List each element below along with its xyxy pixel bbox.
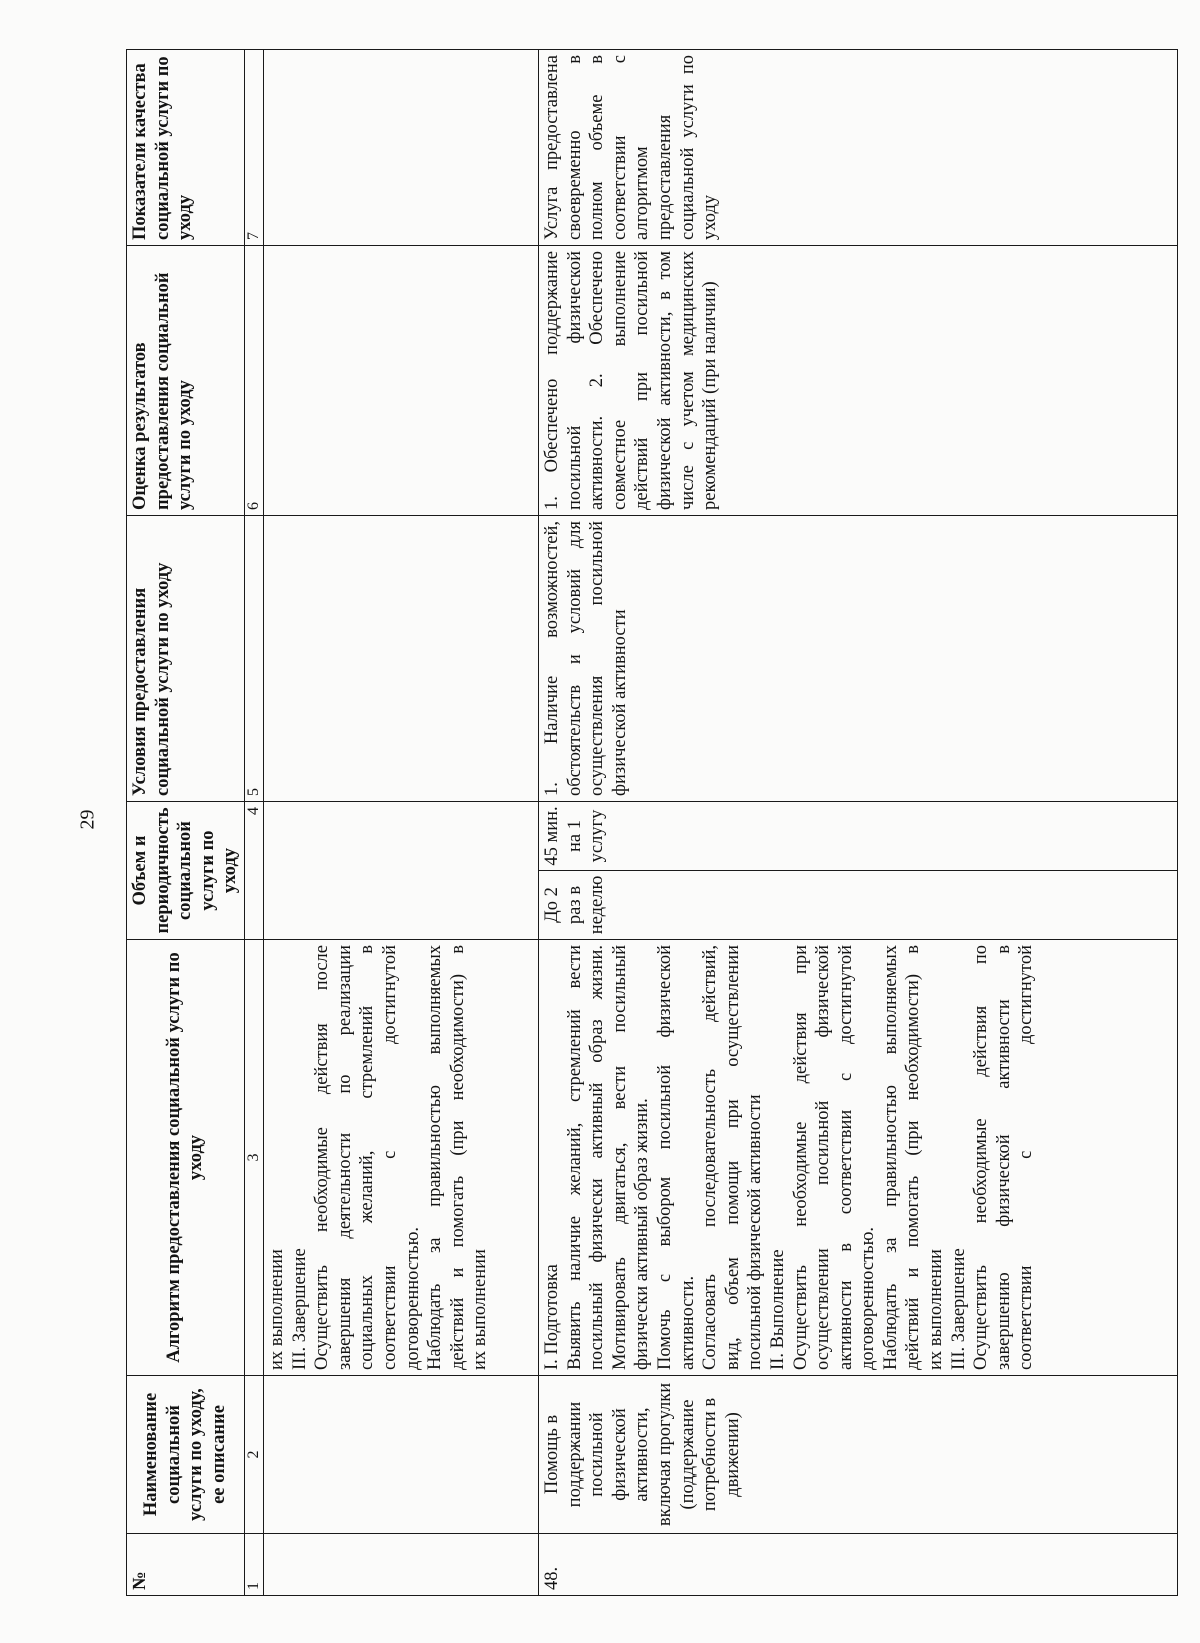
header-volume: Объем и периодичность социальной услуги по уходу [127, 802, 245, 940]
algorithm-line: завершения деятельности по реализации [334, 945, 355, 1370]
algorithm-cell [263, 940, 538, 1376]
algorithm-line: действий и помогать (при необходимости) в [447, 945, 468, 1370]
header-quality: Показатели качества социальной услуги по уходу [127, 50, 245, 246]
algorithm-line: Согласовать последовательность действий, [700, 945, 721, 1370]
page-number: 29 [76, 809, 99, 830]
services-table [126, 49, 1178, 1596]
algorithm-line: Осуществить необходимые действия после [312, 945, 333, 1370]
algorithm-line: физически активный образ жизни. [632, 1098, 653, 1370]
column-number: 6 [244, 246, 263, 516]
header-num: № [127, 1534, 245, 1596]
column-number: 2 [244, 1376, 263, 1534]
column-number: 1 [244, 1534, 263, 1596]
algorithm-line: Помочь с выбором посильной физической [654, 945, 675, 1370]
algorithm-line: их выполнении [470, 1249, 491, 1370]
service-name [263, 1376, 538, 1534]
conditions-cell: 1. Наличие возможностей, обстоятельств и условий для осуществления посильной физической активности [538, 516, 1177, 802]
algorithm-line: Наблюдать за правильностью выполняемых [880, 945, 901, 1370]
service-name: Помощь в поддержании посильной физической активности, включая прогулки (поддержание потребности в движении) [538, 1376, 1177, 1534]
algorithm-line: вид, объем помощи при осуществлении [722, 945, 743, 1370]
volume-cell [538, 802, 1177, 940]
algorithm-cell [538, 940, 1177, 1376]
evaluation-cell [263, 246, 538, 516]
table-row [538, 50, 1177, 1596]
algorithm-line: Мотивировать двигаться, вести посильный [609, 945, 630, 1370]
row-num [263, 1534, 538, 1596]
header-row [127, 50, 245, 1596]
column-number: 7 [244, 50, 263, 246]
column-number-row [244, 50, 263, 1596]
column-number: 3 [244, 940, 263, 1376]
algorithm-line: активности в соответствии с достигнутой [835, 945, 856, 1370]
volume-cell [263, 802, 538, 940]
rotated-page [126, 50, 1056, 1596]
algorithm-line: III. Завершение [289, 1248, 310, 1370]
algorithm-line: соответствии с достигнутой [379, 945, 400, 1370]
algorithm-line: осуществлении посильной физической [813, 945, 834, 1370]
header-conditions: Условия предоставления социальной услуги по уходу [127, 516, 245, 802]
algorithm-line: посильный физически активный образ жизни. [587, 945, 608, 1370]
header-algorithm: Алгоритм предоставления социальной услуги по уходу [127, 940, 245, 1376]
quality-cell: Услуга предоставлена своевременно в полном объеме в соответствии с алгоритмом предоставления социальной услуги по уходу [538, 50, 1177, 246]
algorithm-line: I. Подготовка [541, 1264, 562, 1370]
algorithm-line: их выполнении [266, 1249, 287, 1370]
algorithm-line: Выявить наличие желаний, стремлений вести [564, 945, 585, 1370]
algorithm-line: Наблюдать за правильностью выполняемых [425, 945, 446, 1370]
algorithm-line: Осуществить необходимые действия при [790, 945, 811, 1370]
algorithm-line: договоренностью. [858, 1226, 879, 1370]
algorithm-line: посильной физической активности [745, 1094, 766, 1370]
header-name: Наименование социальной услуги по уходу, ее описание [127, 1376, 245, 1534]
table-row [263, 50, 538, 1596]
algorithm-line: II. Выполнение [767, 1249, 788, 1370]
algorithm-line: завершению физической активности в [993, 945, 1014, 1370]
duration: 45 мин. на 1 услугу [541, 806, 608, 866]
algorithm-line: соответствии с достигнутой [1016, 945, 1037, 1370]
algorithm-line: действий и помогать (при необходимости) в [903, 945, 924, 1370]
header-evaluation: Оценка результатов предоставления социальной услуги по уходу [127, 246, 245, 516]
column-number: 4 [244, 802, 263, 940]
quality-cell [263, 50, 538, 246]
algorithm-line: III. Завершение [948, 1248, 969, 1370]
algorithm-line: активности. [677, 1275, 698, 1370]
conditions-cell [263, 516, 538, 802]
frequency: До 2 раз в неделю [539, 870, 1177, 939]
algorithm-line: договоренностью. [402, 1226, 423, 1370]
algorithm-line: их выполнении [926, 1249, 947, 1370]
algorithm-line: социальных желаний, стремлений в [357, 945, 378, 1370]
row-num: 48. [538, 1534, 1177, 1596]
algorithm-line: Осуществить необходимые действия по [971, 945, 992, 1370]
column-number: 5 [244, 516, 263, 802]
evaluation-cell: 1. Обеспечено поддержание посильной физической активности. 2. Обеспечено совместное выполнение действий при посильной физической активности, в том числе с учетом медицинских рекомендаций (при наличии) [538, 246, 1177, 516]
